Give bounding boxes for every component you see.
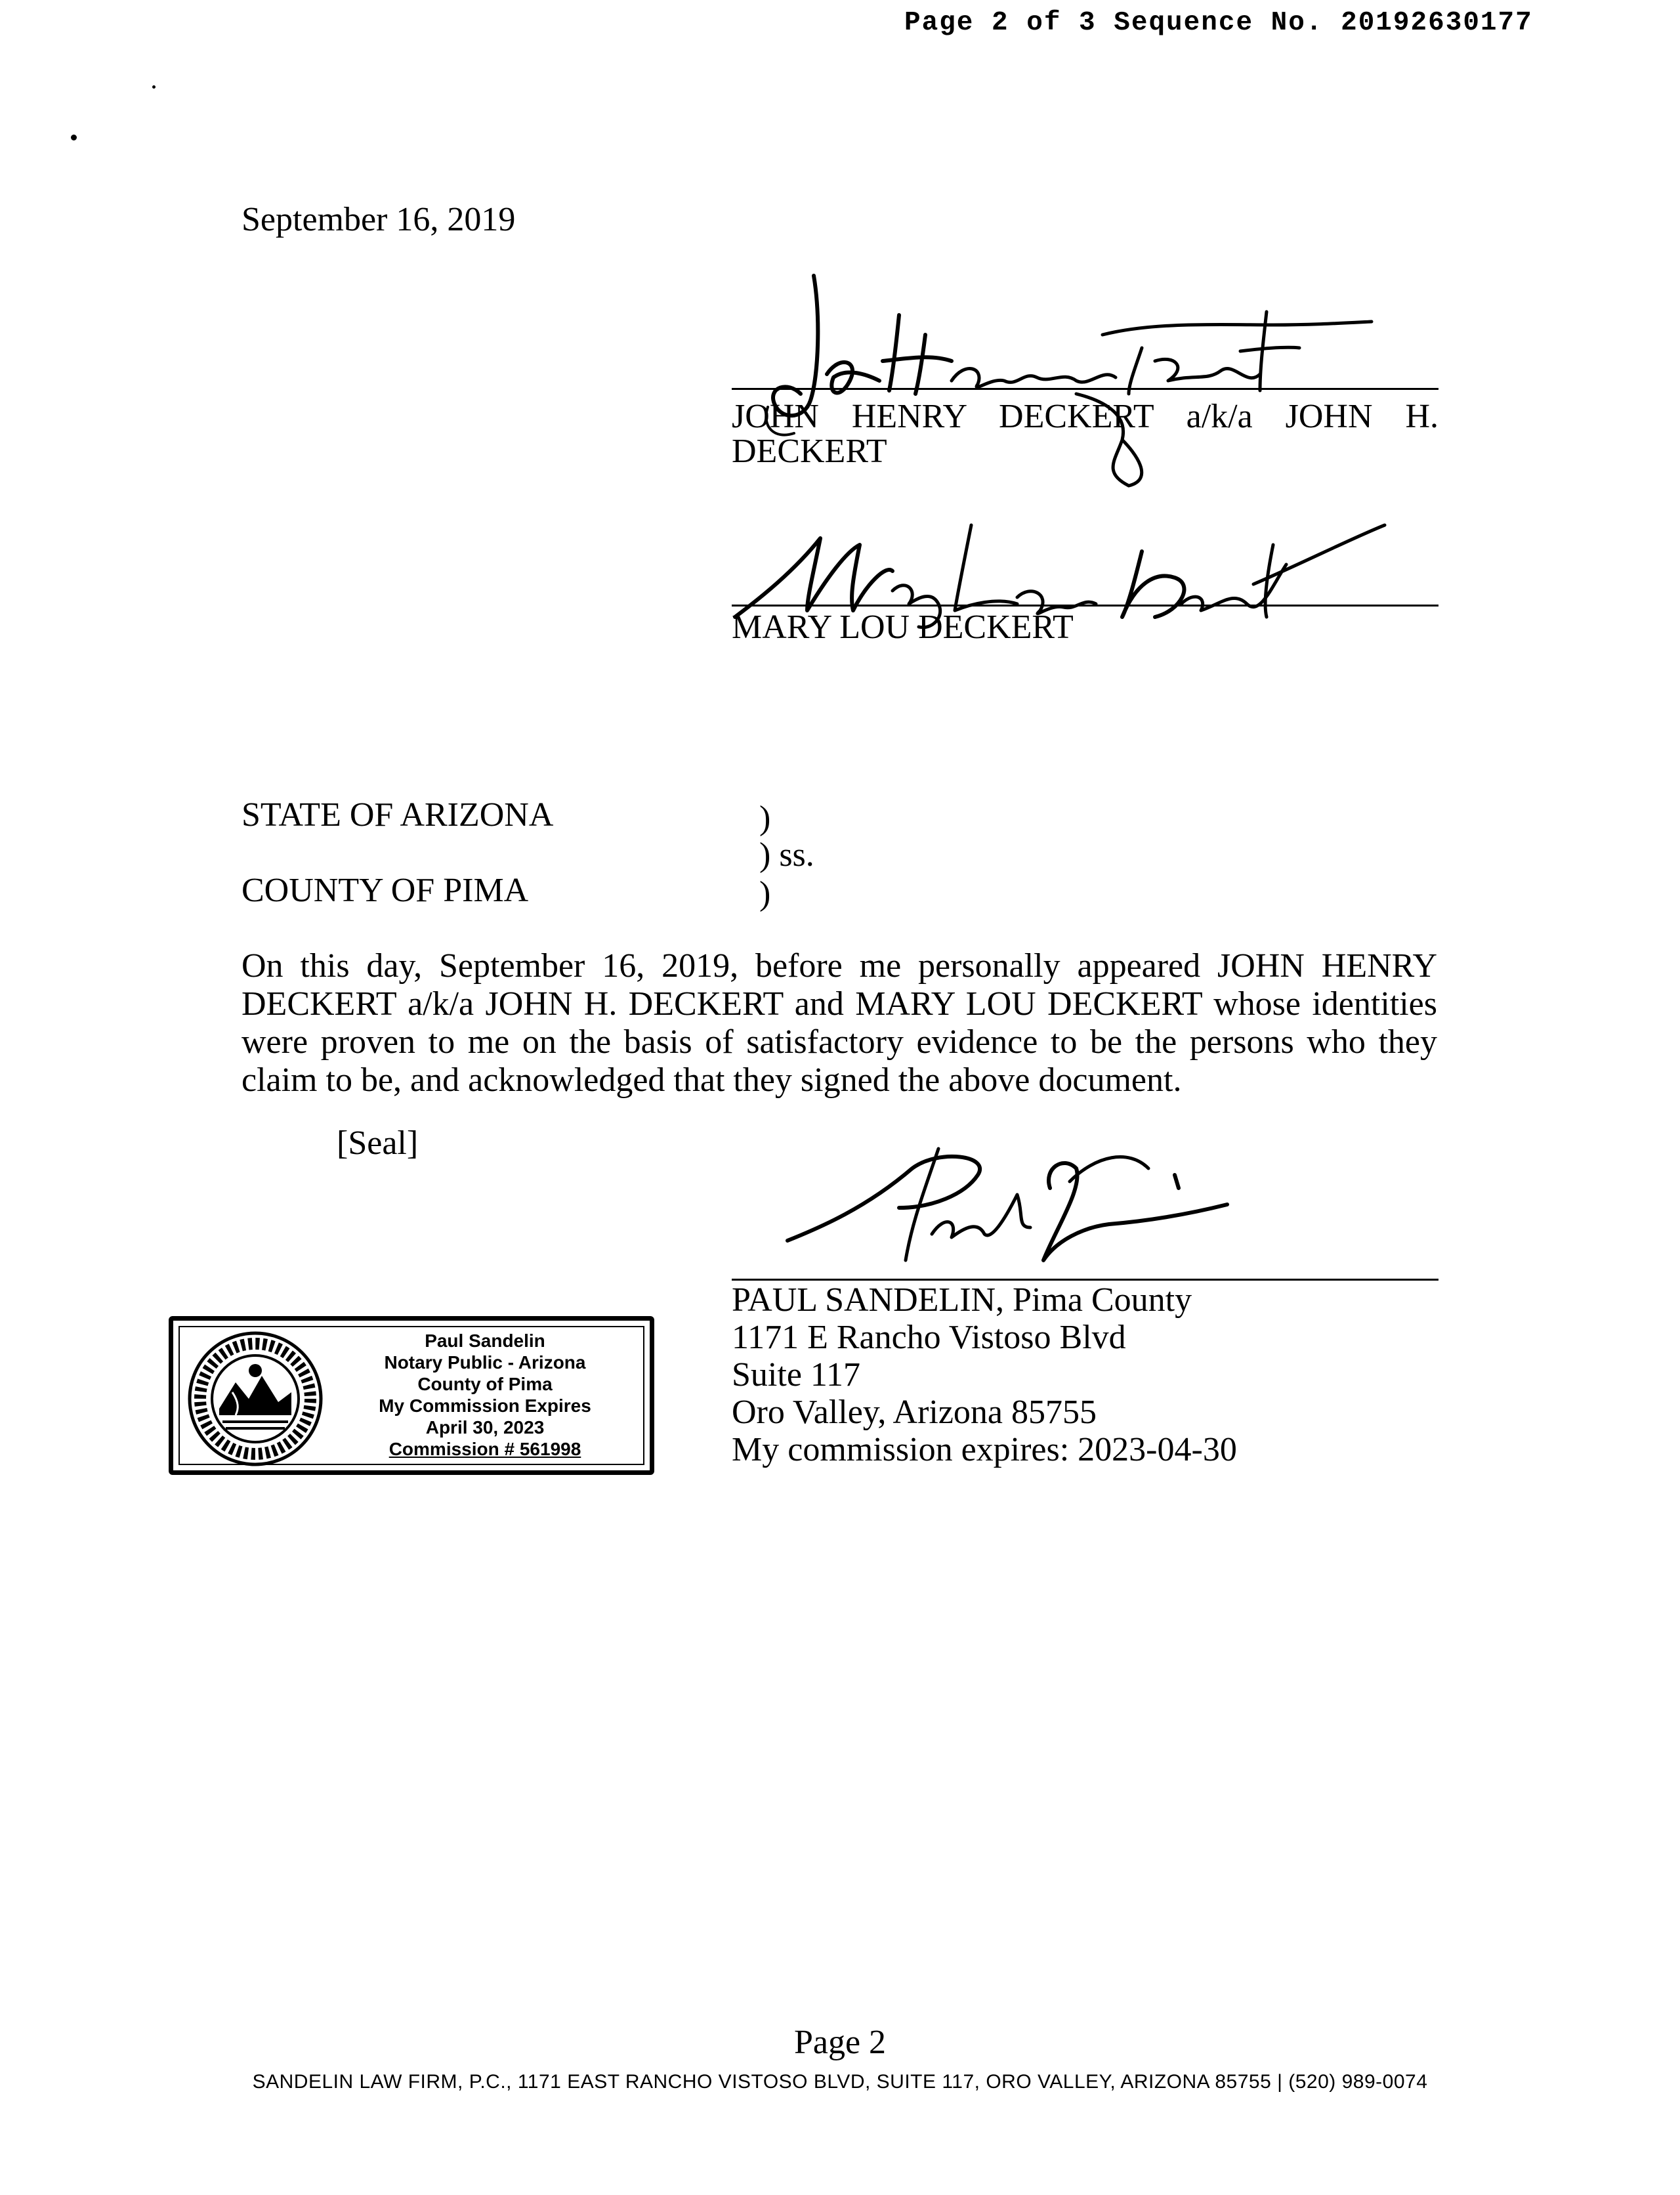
signature-john-henry-deckert bbox=[735, 263, 1391, 525]
stamp-notary-name: Paul Sandelin bbox=[425, 1331, 545, 1351]
notary-stamp-text bbox=[327, 1330, 642, 1460]
venue-paren-bottom: ) bbox=[759, 875, 771, 912]
notary-commission-expires: My commission expires: 2023-04-30 bbox=[732, 1431, 1237, 1468]
notary-address-street: 1171 E Rancho Vistoso Blvd bbox=[732, 1319, 1126, 1356]
notary-block bbox=[732, 1281, 1237, 1468]
signatory-name-john: JOHN HENRY DECKERT a/k/a JOHN H. bbox=[732, 398, 1438, 435]
venue-paren-top: ) bbox=[759, 799, 771, 837]
venue-ss: ) ss. bbox=[759, 836, 814, 874]
venue-state: STATE OF ARIZONA bbox=[242, 796, 554, 834]
notary-stamp bbox=[169, 1316, 654, 1475]
stamp-expires-date: April 30, 2023 bbox=[425, 1417, 545, 1438]
notary-name-county: PAUL SANDELIN, Pima County bbox=[732, 1281, 1192, 1319]
signatory-name-mary: MARY LOU DECKERT bbox=[732, 608, 1074, 646]
venue-county: COUNTY OF PIMA bbox=[242, 872, 529, 909]
scan-speck bbox=[152, 85, 156, 89]
signature-paul-sandelin bbox=[781, 1129, 1253, 1280]
seal-label: [Seal] bbox=[337, 1124, 419, 1162]
document-date: September 16, 2019 bbox=[242, 201, 516, 238]
signature-line-mary bbox=[732, 605, 1438, 607]
stamp-county: County of Pima bbox=[417, 1374, 553, 1395]
page-number: Page 2 bbox=[793, 2024, 887, 2061]
firm-footer: SANDELIN LAW FIRM, P.C., 1171 EAST RANCHO VISTOSO BLVD, SUITE 117, ORO VALLEY, ARIZONA 85755 | (520) 989-0074 bbox=[252, 2071, 1428, 2093]
signature-line-notary bbox=[732, 1279, 1438, 1281]
stamp-expires-label: My Commission Expires bbox=[379, 1396, 591, 1417]
notary-address-suite: Suite 117 bbox=[732, 1356, 860, 1394]
signatory-name-john-cont: DECKERT bbox=[732, 433, 887, 470]
stamp-commission-number: Commission # 561998 bbox=[388, 1439, 581, 1460]
stamp-notary-title: Notary Public - Arizona bbox=[384, 1352, 586, 1373]
notary-address-city: Oro Valley, Arizona 85755 bbox=[732, 1394, 1097, 1431]
scan-speck bbox=[71, 135, 77, 140]
arizona-great-seal-icon bbox=[186, 1330, 324, 1468]
signature-line-john bbox=[732, 388, 1438, 390]
acknowledgment-paragraph: On this day, September 16, 2019, before me personally appeared JOHN HENRY DECKERT a/k/a JOHN H. DECKERT and MARY LOU DECKERT whose identities were proven to me on the basis of satisfactory evidence to be the persons who they claim to be, and acknowledged that they signed the above document. bbox=[242, 947, 1437, 1099]
sequence-header: Page 2 of 3 Sequence No. 20192630177 bbox=[904, 8, 1533, 38]
